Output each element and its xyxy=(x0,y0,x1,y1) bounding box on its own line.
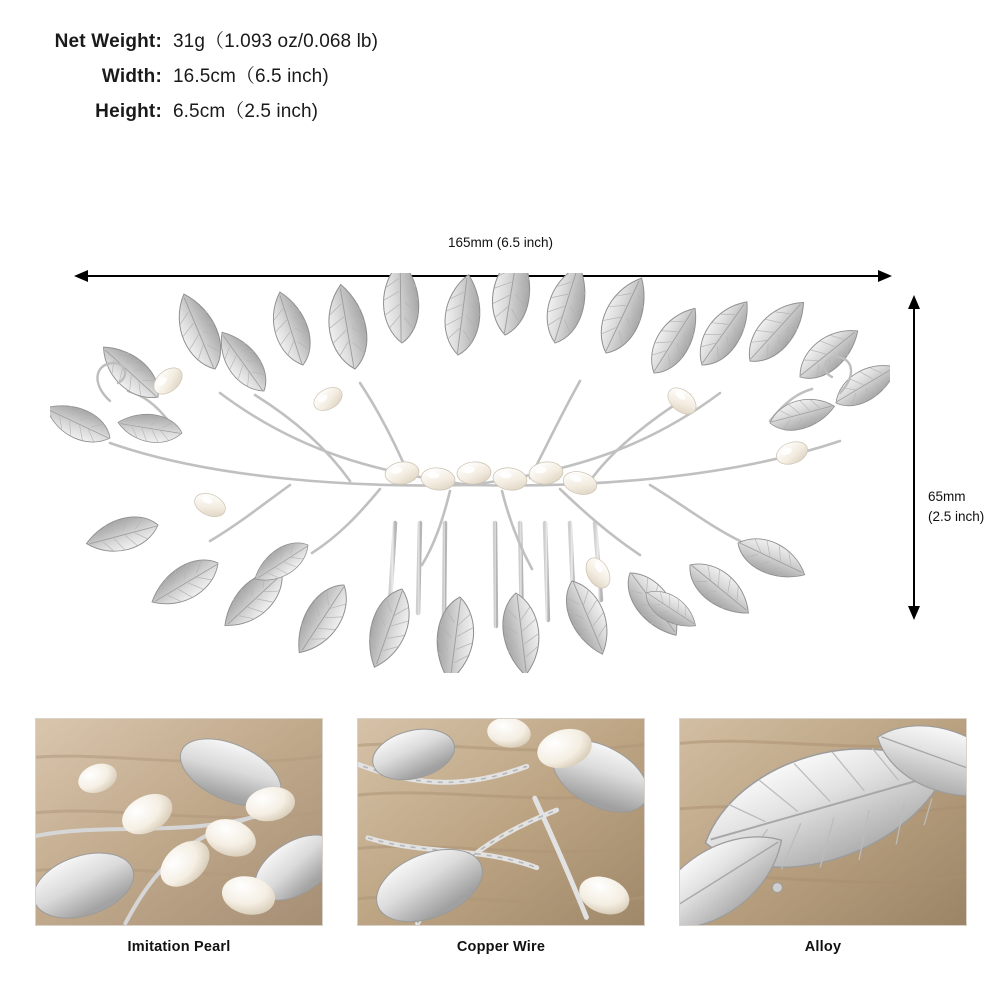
height-dimension-line1: 65mm xyxy=(928,489,966,504)
specification-list xyxy=(34,26,454,131)
material-card-copper-wire[interactable] xyxy=(357,718,645,955)
spec-value-height: 6.5cm（2.5 inch) xyxy=(173,101,319,122)
material-caption-alloy: Alloy xyxy=(804,939,842,955)
material-card-imitation-pearl[interactable] xyxy=(35,718,323,955)
imitation-pearl-photo xyxy=(35,718,323,926)
height-arrow-icon xyxy=(906,295,922,620)
alloy-photo xyxy=(679,718,967,926)
height-dimension-line2: (2.5 inch) xyxy=(928,509,985,525)
material-card-alloy[interactable] xyxy=(679,718,967,955)
product-illustration xyxy=(50,273,890,673)
spec-label-height: Height: xyxy=(95,101,162,122)
spec-row-net-weight xyxy=(34,26,454,53)
dimension-diagram xyxy=(0,225,1001,685)
spec-row-width xyxy=(34,61,454,88)
material-caption-imitation-pearl: Imitation Pearl xyxy=(127,939,231,955)
material-gallery xyxy=(35,718,967,955)
spec-label-width: Width: xyxy=(101,66,162,87)
height-dimension-label xyxy=(928,487,998,528)
spec-label-net-weight: Net Weight: xyxy=(54,31,162,52)
spec-row-height xyxy=(34,96,454,123)
spec-value-net-weight: 31g（1.093 oz/0.068 lb) xyxy=(173,31,379,52)
leaf-cluster-bottom xyxy=(83,512,812,673)
spec-value-width: 16.5cm（6.5 inch) xyxy=(173,66,329,87)
copper-wire-photo xyxy=(357,718,645,926)
material-caption-copper-wire: Copper Wire xyxy=(456,939,546,955)
leaf-cluster-top xyxy=(50,273,890,453)
width-dimension-label: 165mm (6.5 inch) xyxy=(447,235,554,250)
